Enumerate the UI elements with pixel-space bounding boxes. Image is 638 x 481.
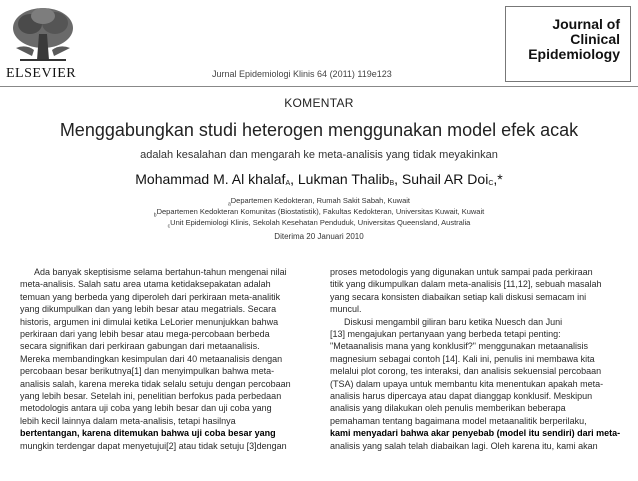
journal-name-line: Epidemiology [528, 46, 620, 62]
author-affiliation-mark: C [488, 180, 494, 187]
body-text-line: (TSA) dalam upaya untuk membantu kita menentukan apakah meta- [330, 378, 604, 389]
body-text-line: analisis yang salah telah diabaikan lagi. Oleh karena itu, kami akan [330, 440, 598, 451]
affiliation-text: Departemen Kedokteran, Rumah Sakit Sabah, Kuwait [230, 196, 411, 205]
header-divider [0, 86, 638, 87]
author-separator: , [290, 171, 298, 187]
body-text-line: muncul. [330, 304, 362, 315]
body-text-line: yang dikumpulkan dan yang lebih besar atau megatrials. Secara [20, 304, 277, 315]
affiliation [0, 218, 638, 230]
body-text-line: bertentangan, karena ditemukan bahwa uji coba besar yang [20, 428, 276, 439]
author-affiliation-mark: B [389, 180, 395, 187]
body-text-line: proses metodologis yang digunakan untuk sampai pada perkiraan [330, 267, 593, 277]
body-text-line: titik yang dikumpulkan dalam meta-analisis [11,12], sebuah masalah [330, 279, 602, 290]
body-text-line: analisis harus dipercaya atau dapat dianggap konklusif. Meskipun [330, 391, 593, 402]
journal-name [528, 17, 620, 62]
author-affiliation-mark: A [285, 180, 291, 187]
body-text-line: melalui plot corong, tes interaksi, dan analisis sekuensial percobaan [330, 366, 602, 377]
affiliation [0, 196, 638, 208]
body-text-line: meta-analisis. Salah satu area utama ketidaksepakatan adalah [20, 279, 271, 290]
body-text-line: kami menyadari bahwa akar penyebab (model itu sendiri) dari meta- [330, 428, 621, 439]
author-name[interactable]: Mohammad M. Al khalaf [135, 171, 286, 187]
body-text-line: lebih kecil lainnya dalam meta-analisis, tetapi hasilnya [20, 415, 236, 426]
affiliation-text: Departemen Kedokteran Komunitas (Biostatistik), Fakultas Kedokteran, Universitas Kuwait, Kuwait [156, 207, 485, 216]
body-text-line: Mereka membandingkan kesimpulan dari 40 metaanalisis dengan [20, 353, 283, 364]
affiliation [0, 207, 638, 219]
article-title: Menggabungkan studi heterogen menggunakan model efek acak [59, 120, 579, 140]
body-text-line: percobaan besar berikutnya[1] dan menyimpulkan bahwa meta- [20, 366, 275, 377]
body-text-line: Diskusi mengambil giliran baru ketika Nuesch dan Juni [344, 316, 563, 327]
received-date: Diterima 20 Januari 2010 [274, 232, 364, 241]
publisher-name: ELSEVIER [6, 66, 77, 81]
author-name[interactable]: Lukman Thalib [297, 171, 390, 187]
journal-name-line: Clinical [570, 31, 620, 47]
body-text-line: secara signifikan dari perkiraan gabungan dari metaanalisis. [20, 341, 260, 352]
body-text-line: yang secara konsisten diabaikan setiap kali diskusi semacam ini [330, 291, 587, 302]
journal-logo [505, 6, 631, 82]
body-text-line: temuan yang berbeda yang diperoleh dari perkiraan meta-analitik [20, 291, 281, 302]
body-text-line: analisis yang dilakukan oleh penulis memberikan beberapa [330, 403, 566, 414]
journal-name-line: Journal of [552, 16, 620, 32]
body-text-line: yang lebih besar. Setelah ini, penelitian berfokus pada perbedaan [20, 391, 282, 402]
body-text-line: analisis salah, karena mereka tidak selalu setuju dengan percobaan [20, 378, 291, 389]
body-text-line: [13] mengajukan pertanyaan yang berbeda tetapi penting: [330, 329, 561, 340]
body-text-line: Ada banyak skeptisisme selama bertahun-tahun mengenai nilai [34, 267, 287, 277]
body-text-line: historis, argumen ini dimulai ketika LeLorier menunjukkan bahwa [20, 316, 279, 327]
author-name[interactable]: Suhail AR Doi [401, 171, 489, 187]
affiliation-mark: b [153, 212, 157, 219]
body-text-line: pemahaman tentang bagaimana model metaanalitik berperilaku, [330, 415, 587, 426]
body-text-line: "Metaanalisis mana yang konklusif?" menggunakan metaanalisis [330, 341, 589, 352]
body-text-line: perkiraan dari yang lebih besar atau mega-percobaan berbeda [20, 329, 270, 340]
body-text-line: metodologis antara uji coba yang lebih besar dan uji coba yang [20, 403, 272, 414]
body-text-line: mungkin terdengar dapat menyetujui[2] atau tidak setuju [3]dengan [20, 440, 287, 451]
affiliation-text: Unit Epidemiologi Klinis, Sekolah Kesehatan Penduduk, Universitas Queensland, Australia [170, 218, 471, 227]
journal-citation[interactable]: Jurnal Epidemiologi Klinis 64 (2011) 119e123 [212, 69, 392, 79]
author-separator: ,* [493, 171, 503, 187]
affiliation-mark: c [167, 223, 171, 230]
body-column-left [20, 266, 305, 452]
body-column-right [330, 266, 630, 452]
section-label: KOMENTAR [284, 96, 354, 110]
body-text-line: magnesium sebagai contoh [14]. Kali ini, penulis ini membawa kita [330, 353, 595, 364]
author-list [0, 171, 638, 187]
affiliation-mark: a [227, 201, 231, 208]
article-subtitle: adalah kesalahan dan mengarah ke meta-analisis yang tidak meyakinkan [140, 149, 498, 161]
author-separator: , [394, 171, 402, 187]
